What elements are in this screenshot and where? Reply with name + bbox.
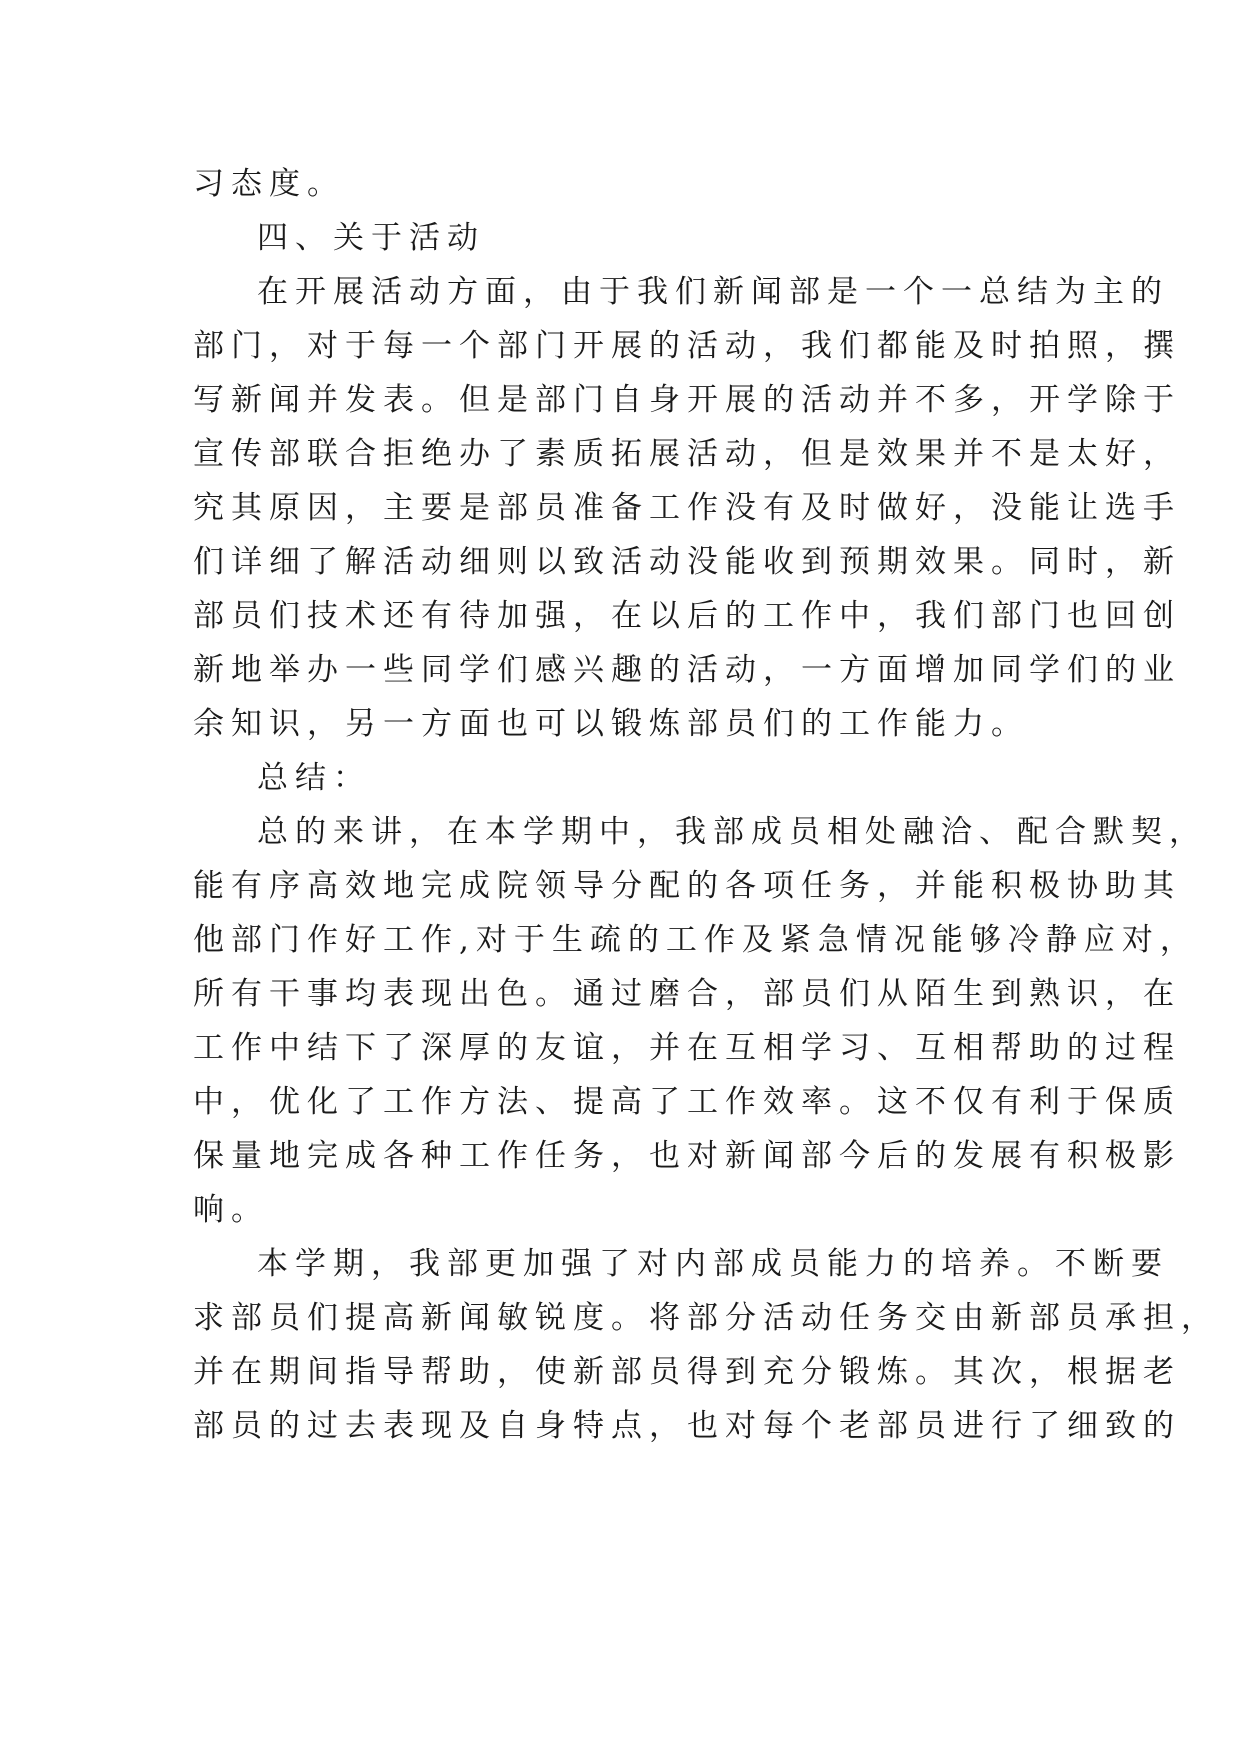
text-line: 所有干事均表现出色。通过磨合，部员们从陌生到熟识，在 [193, 976, 1181, 1012]
paragraph-summary [193, 805, 1207, 1237]
section-heading-summary [193, 751, 1053, 805]
text-line: 们详细了解活动细则以致活动没能收到预期效果。同时，新 [193, 544, 1181, 580]
text-line: 四、关于活动 [257, 220, 485, 256]
text-line: 工作中结下了深厚的友谊，并在互相学习、互相帮助的过程 [193, 1030, 1181, 1066]
text-line: 保量地完成各种工作任务，也对新闻部今后的发展有积极影 [193, 1138, 1181, 1174]
text-line: 宣传部联合拒绝办了素质拓展活动，但是效果并不是太好， [193, 436, 1181, 472]
text-line: 响。 [193, 1192, 269, 1228]
text-line: 求部员们提高新闻敏锐度。将部分活动任务交由新部员承担， [193, 1300, 1219, 1336]
text-line: 总的来讲，在本学期中，我部成员相处融洽、配合默契， [257, 814, 1207, 850]
text-line: 部门，对于每一个部门开展的活动，我们都能及时拍照，撰 [193, 328, 1181, 364]
section-heading-activities [193, 211, 1053, 265]
text-line: 在开展活动方面，由于我们新闻部是一个一总结为主的 [257, 274, 1169, 310]
text-line: 习态度。 [193, 166, 345, 202]
document-body [193, 157, 1219, 1453]
text-line: 并在期间指导帮助，使新部员得到充分锻炼。其次，根据老 [193, 1354, 1181, 1390]
text-line: 总结： [257, 760, 371, 796]
text-line: 能有序高效地完成院领导分配的各项任务，并能积极协助其 [193, 868, 1181, 904]
paragraph-training [193, 1237, 1219, 1453]
paragraph-continuation [193, 157, 1053, 211]
text-line: 部员的过去表现及自身特点，也对每个老部员进行了细致的 [193, 1408, 1181, 1444]
text-line: 部员们技术还有待加强，在以后的工作中，我们部门也回创 [193, 598, 1181, 634]
text-line: 中，优化了工作方法、提高了工作效率。这不仅有利于保质 [193, 1084, 1181, 1120]
text-line: 余知识，另一方面也可以锻炼部员们的工作能力。 [193, 706, 1029, 742]
text-line: 写新闻并发表。但是部门自身开展的活动并不多，开学除于 [193, 382, 1181, 418]
text-line: 究其原因，主要是部员准备工作没有及时做好，没能让选手 [193, 490, 1181, 526]
paragraph-activities [193, 265, 1181, 751]
text-line: 他部门作好工作,对于生疏的工作及紧急情况能够冷静应对， [193, 922, 1198, 958]
text-line: 本学期，我部更加强了对内部成员能力的培养。不断要 [257, 1246, 1169, 1282]
text-line: 新地举办一些同学们感兴趣的活动，一方面增加同学们的业 [193, 652, 1181, 688]
